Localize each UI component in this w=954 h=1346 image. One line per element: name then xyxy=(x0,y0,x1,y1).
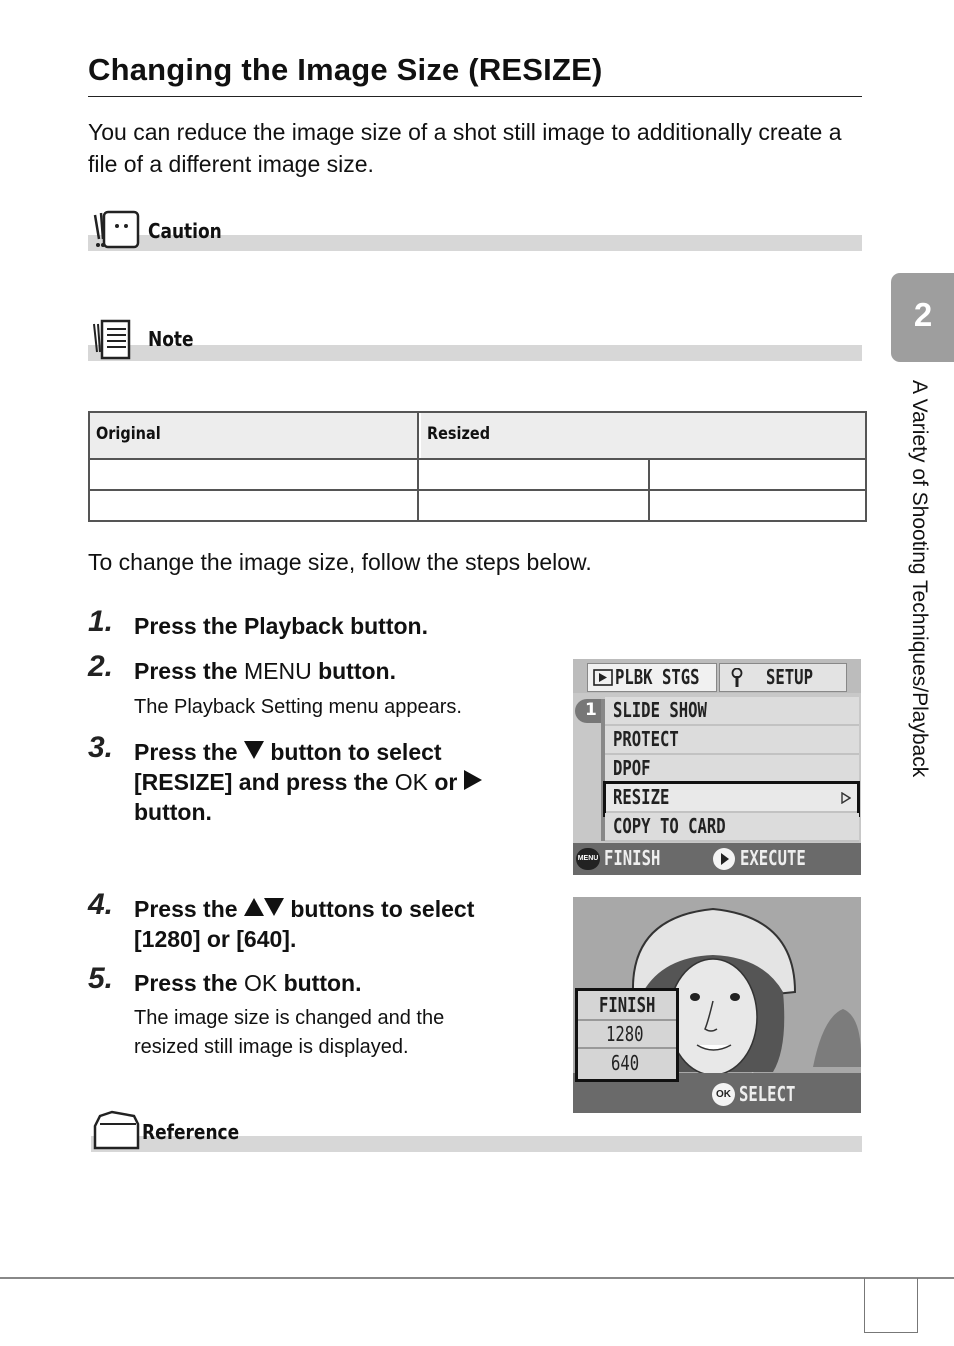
menu-item-dpof: DPOF xyxy=(605,755,859,784)
reference-label: Reference xyxy=(142,1120,240,1144)
selection-highlight xyxy=(603,781,860,817)
right-arrow-icon xyxy=(464,770,482,790)
note-icon xyxy=(90,318,142,362)
step-description: The Playback Setting menu appears. xyxy=(134,696,462,718)
select-label: SELECT xyxy=(739,1082,796,1106)
option-1280: 1280 xyxy=(578,1021,676,1049)
step-text: Press the OK button. xyxy=(134,970,362,996)
menu-item-slide-show: SLIDE SHOW xyxy=(605,697,859,726)
footer-rule xyxy=(0,1277,954,1279)
reference-icon xyxy=(90,1108,142,1154)
ok-button-glyph: OK xyxy=(243,970,278,996)
step-text: Press the MENU button. xyxy=(134,658,396,684)
menu-button-glyph: MENU xyxy=(243,658,312,684)
steps-intro: To change the image size, follow the steps below. xyxy=(88,549,592,575)
resize-select-screenshot xyxy=(573,897,861,1113)
chapter-title: A Variety of Shooting Techniques/Playback xyxy=(908,380,931,778)
note-label: Note xyxy=(148,327,194,351)
title-rule xyxy=(88,96,862,97)
chapter-number: 2 xyxy=(913,296,933,333)
step-text: Press the buttons to select [1280] or [640]. xyxy=(134,896,475,952)
page-number-badge: 1 xyxy=(585,700,597,720)
caution-icon xyxy=(90,209,142,251)
intro-paragraph: You can reduce the image size of a shot still image to additionally create a file of a different image size. xyxy=(88,119,842,177)
playback-menu-screenshot xyxy=(573,659,861,875)
resize-options-panel xyxy=(575,988,679,1082)
right-button-icon xyxy=(712,847,736,871)
table-cell xyxy=(90,491,417,520)
step-number: 2. xyxy=(88,650,114,683)
tab-playback-settings: PLBK STGS xyxy=(587,663,717,692)
wrench-icon xyxy=(730,668,744,688)
step-text: Press the Playback button. xyxy=(134,613,428,639)
step-text: Press the button to select [RESIZE] and press the OK or button. xyxy=(134,737,554,827)
caution-label: Caution xyxy=(148,219,222,243)
step-number: 4. xyxy=(88,888,114,921)
menu-item-copy-to-card: COPY TO CARD xyxy=(605,813,859,842)
option-finish: FINISH xyxy=(578,991,676,1021)
table-rule xyxy=(648,459,650,520)
step-number: 5. xyxy=(88,962,114,995)
down-arrow-icon xyxy=(264,898,284,916)
table-cell xyxy=(90,460,417,489)
menu-badge: MENU xyxy=(576,848,600,870)
table-rule xyxy=(417,413,419,520)
down-arrow-icon xyxy=(244,741,264,759)
option-640: 640 xyxy=(611,1051,640,1075)
step-description: resized still image is displayed. xyxy=(134,1036,409,1058)
page-number-box xyxy=(864,1278,918,1333)
up-arrow-icon xyxy=(244,898,264,916)
ok-button-glyph: OK xyxy=(394,769,428,795)
page-title: Changing the Image Size (RESIZE) xyxy=(88,52,603,87)
table-header-resized: Resized xyxy=(421,413,865,458)
resize-table xyxy=(88,411,867,522)
note-bar xyxy=(88,345,862,361)
playback-icon xyxy=(593,669,613,686)
step-description: The image size is changed and the xyxy=(134,1007,445,1029)
ok-badge-icon: OK xyxy=(712,1083,735,1106)
tab-setup: SETUP xyxy=(719,663,847,692)
step-number: 1. xyxy=(88,605,114,638)
table-header-original: Original xyxy=(90,413,419,458)
menu-item-resize: RESIZE xyxy=(605,784,859,813)
screen-footer: MENU FINISH EXECUTE xyxy=(573,843,861,875)
menu-item-protect: PROTECT xyxy=(605,726,859,755)
step-number: 3. xyxy=(88,731,114,764)
